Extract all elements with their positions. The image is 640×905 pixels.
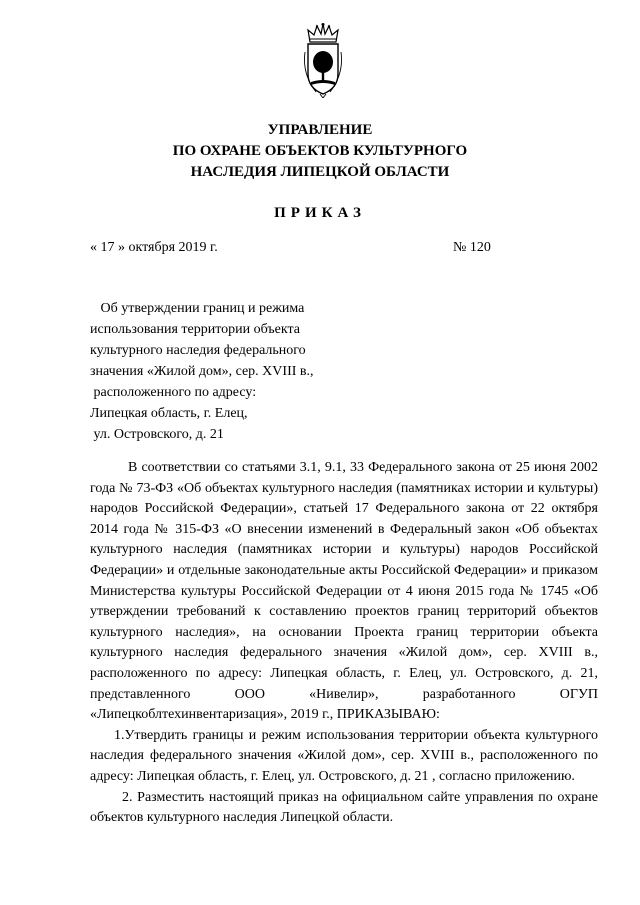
subject-line: использования территории объекта (90, 322, 300, 337)
subject-line: расположенного по адресу: (90, 385, 257, 400)
lipetsk-coat-of-arms-icon (302, 22, 344, 98)
subject-line: Липецкая область, г. Елец, (90, 406, 248, 421)
heading-line-2: ПО ОХРАНЕ ОБЪЕКТОВ КУЛЬТУРНОГО (172, 143, 468, 159)
order-item-1: 1.Утвердить границы и режим использования территории объекта культурного наследия федерального значения «Жилой дом», сер. XVIII в., расположенного по адресу: Липецкая область, г. Елец, ул. Островского, д. 21 , согласно приложению. (90, 727, 598, 784)
heading-line-1: УПРАВЛЕНИЕ (267, 122, 373, 138)
issuing-authority-heading (0, 120, 640, 183)
subject-line: Об утверждении границ и режима (90, 301, 305, 316)
order-body (90, 458, 598, 829)
preamble-paragraph: В соответствии со статьями 3.1, 9.1, 33 Федерального закона от 25 июня 2002 года № 73-ФЗ «Об объектах культурного наследия (памятниках истории и культуры) народов Российской Федерации», статьей 17 Федерального закона от 22 октября 2014 года № 315-ФЗ «О внесении изменений в Федеральный закон «Об объектах культурного наследия (памятниках истории и культуры) народов Российской Федерации» и отдельные законодательные акты Российской Федерации» и приказом Министерства культуры Российской Федерации от 4 июня 2015 года № 1745 «Об утверждении требований к составлению проектов границ территорий объектов культурного наследия», на основании Проекта границ территории объекта культурного наследия федерального значения «Жилой дом», сер. XVIII в., расположенного по адресу: Липецкая область, г. Елец, ул. Островского, д. 21, представленного ООО «Нивелир», разработанного ОГУП «Липецкоблтехинвентаризация», 2019 г., ПРИКАЗЫВАЮ: (90, 460, 598, 723)
order-number: № 120 (453, 240, 491, 255)
order-item-2: 2. Разместить настоящий приказ на официальном сайте управления по охране объектов культурного наследия Липецкой области. (90, 789, 598, 826)
order-date: « 17 » октября 2019 г. (90, 240, 218, 255)
order-title: ПРИКАЗ (274, 205, 366, 221)
heading-line-3: НАСЛЕДИЯ ЛИПЕЦКОЙ ОБЛАСТИ (190, 164, 450, 180)
subject-line: значения «Жилой дом», сер. XVIII в., (90, 364, 314, 379)
subject-line: ул. Островского, д. 21 (90, 427, 224, 442)
subject-line: культурного наследия федерального (90, 343, 306, 358)
order-subject (90, 298, 350, 445)
